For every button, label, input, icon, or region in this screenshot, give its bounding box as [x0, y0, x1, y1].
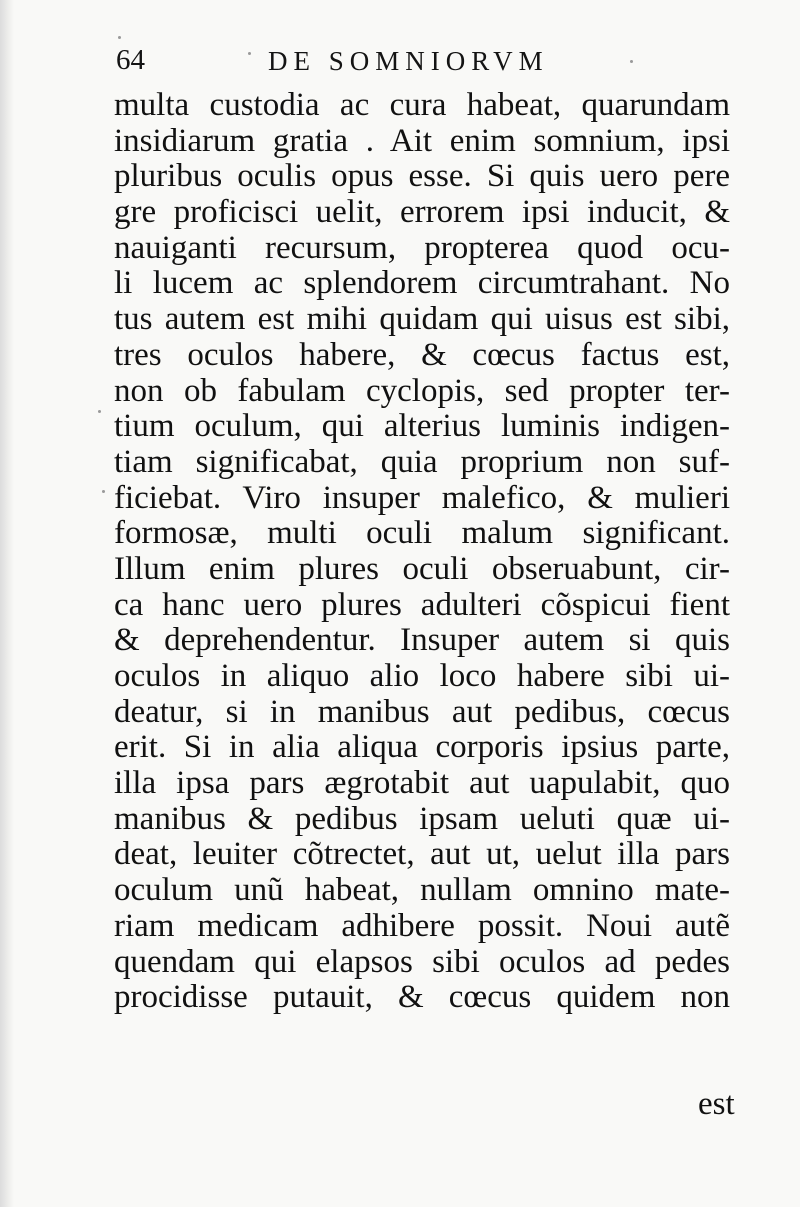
running-title: DE SOMNIORVM: [268, 46, 549, 76]
page-header: [112, 40, 632, 84]
catchword: est: [698, 1086, 735, 1122]
text-line: & deprehendentur. Insuper autem si quis: [114, 623, 730, 659]
ink-speck: [98, 410, 101, 413]
ink-speck: [118, 36, 121, 39]
text-line: li lucem ac splendorem circumtrahant. No: [114, 266, 730, 302]
ink-speck: [630, 60, 633, 63]
text-line: insidiarum gratia . Ait enim somnium, ipsi: [114, 123, 730, 159]
text-line: quendam qui elapsos sibi oculos ad pedes: [114, 944, 730, 980]
page-number: 64: [116, 44, 145, 76]
ink-speck: [102, 490, 105, 493]
text-line: pluribus oculis opus esse. Si quis uero pere: [114, 159, 730, 195]
ink-speck: [248, 52, 251, 55]
text-line: tus autem est mihi quidam qui uisus est sibi,: [114, 302, 730, 338]
text-line: gre proficisci uelit, errorem ipsi inducit, &: [114, 195, 730, 231]
text-line: nauiganti recursum, propterea quod ocu-: [114, 230, 730, 266]
text-line: riam medicam adhibere possit. Noui autẽ: [114, 908, 730, 944]
text-line: manibus & pedibus ipsam ueluti quæ ui-: [114, 801, 730, 837]
text-line: oculum unũ habeat, nullam omnino mate-: [114, 873, 730, 909]
text-line: procidisse putauit, & cœcus quidem non: [114, 980, 730, 1016]
text-line: tiam significabat, quia proprium non suf-: [114, 444, 730, 480]
text-line: Illum enim plures oculi obseruabunt, cir-: [114, 551, 730, 587]
text-line: illa ipsa pars ægrotabit aut uapulabit, quo: [114, 766, 730, 802]
text-line: oculos in aliquo alio loco habere sibi ui-: [114, 659, 730, 694]
text-line: erit. Si in alia aliqua corporis ipsius parte,: [114, 730, 730, 766]
text-line: formosæ, multi oculi malum significant.: [114, 516, 730, 552]
body-text: [114, 88, 744, 1016]
text-line: deatur, si in manibus aut pedibus, cœcus: [114, 694, 730, 730]
gutter-shadow: [0, 0, 14, 1207]
text-line: multa custodia ac cura habeat, quarundam: [114, 88, 730, 123]
text-line: tres oculos habere, & cœcus factus est,: [114, 337, 730, 373]
text-line: ficiebat. Viro insuper malefico, & mulieri: [114, 480, 730, 516]
text-line: ca hanc uero plures adulteri cõspicui fient: [114, 587, 730, 623]
text-line: non ob fabulam cyclopis, sed propter ter-: [114, 373, 730, 409]
text-line: tium oculum, qui alterius luminis indigen-: [114, 409, 730, 445]
text-line: deat, leuiter cõtrectet, aut ut, uelut illa pars: [114, 837, 730, 873]
